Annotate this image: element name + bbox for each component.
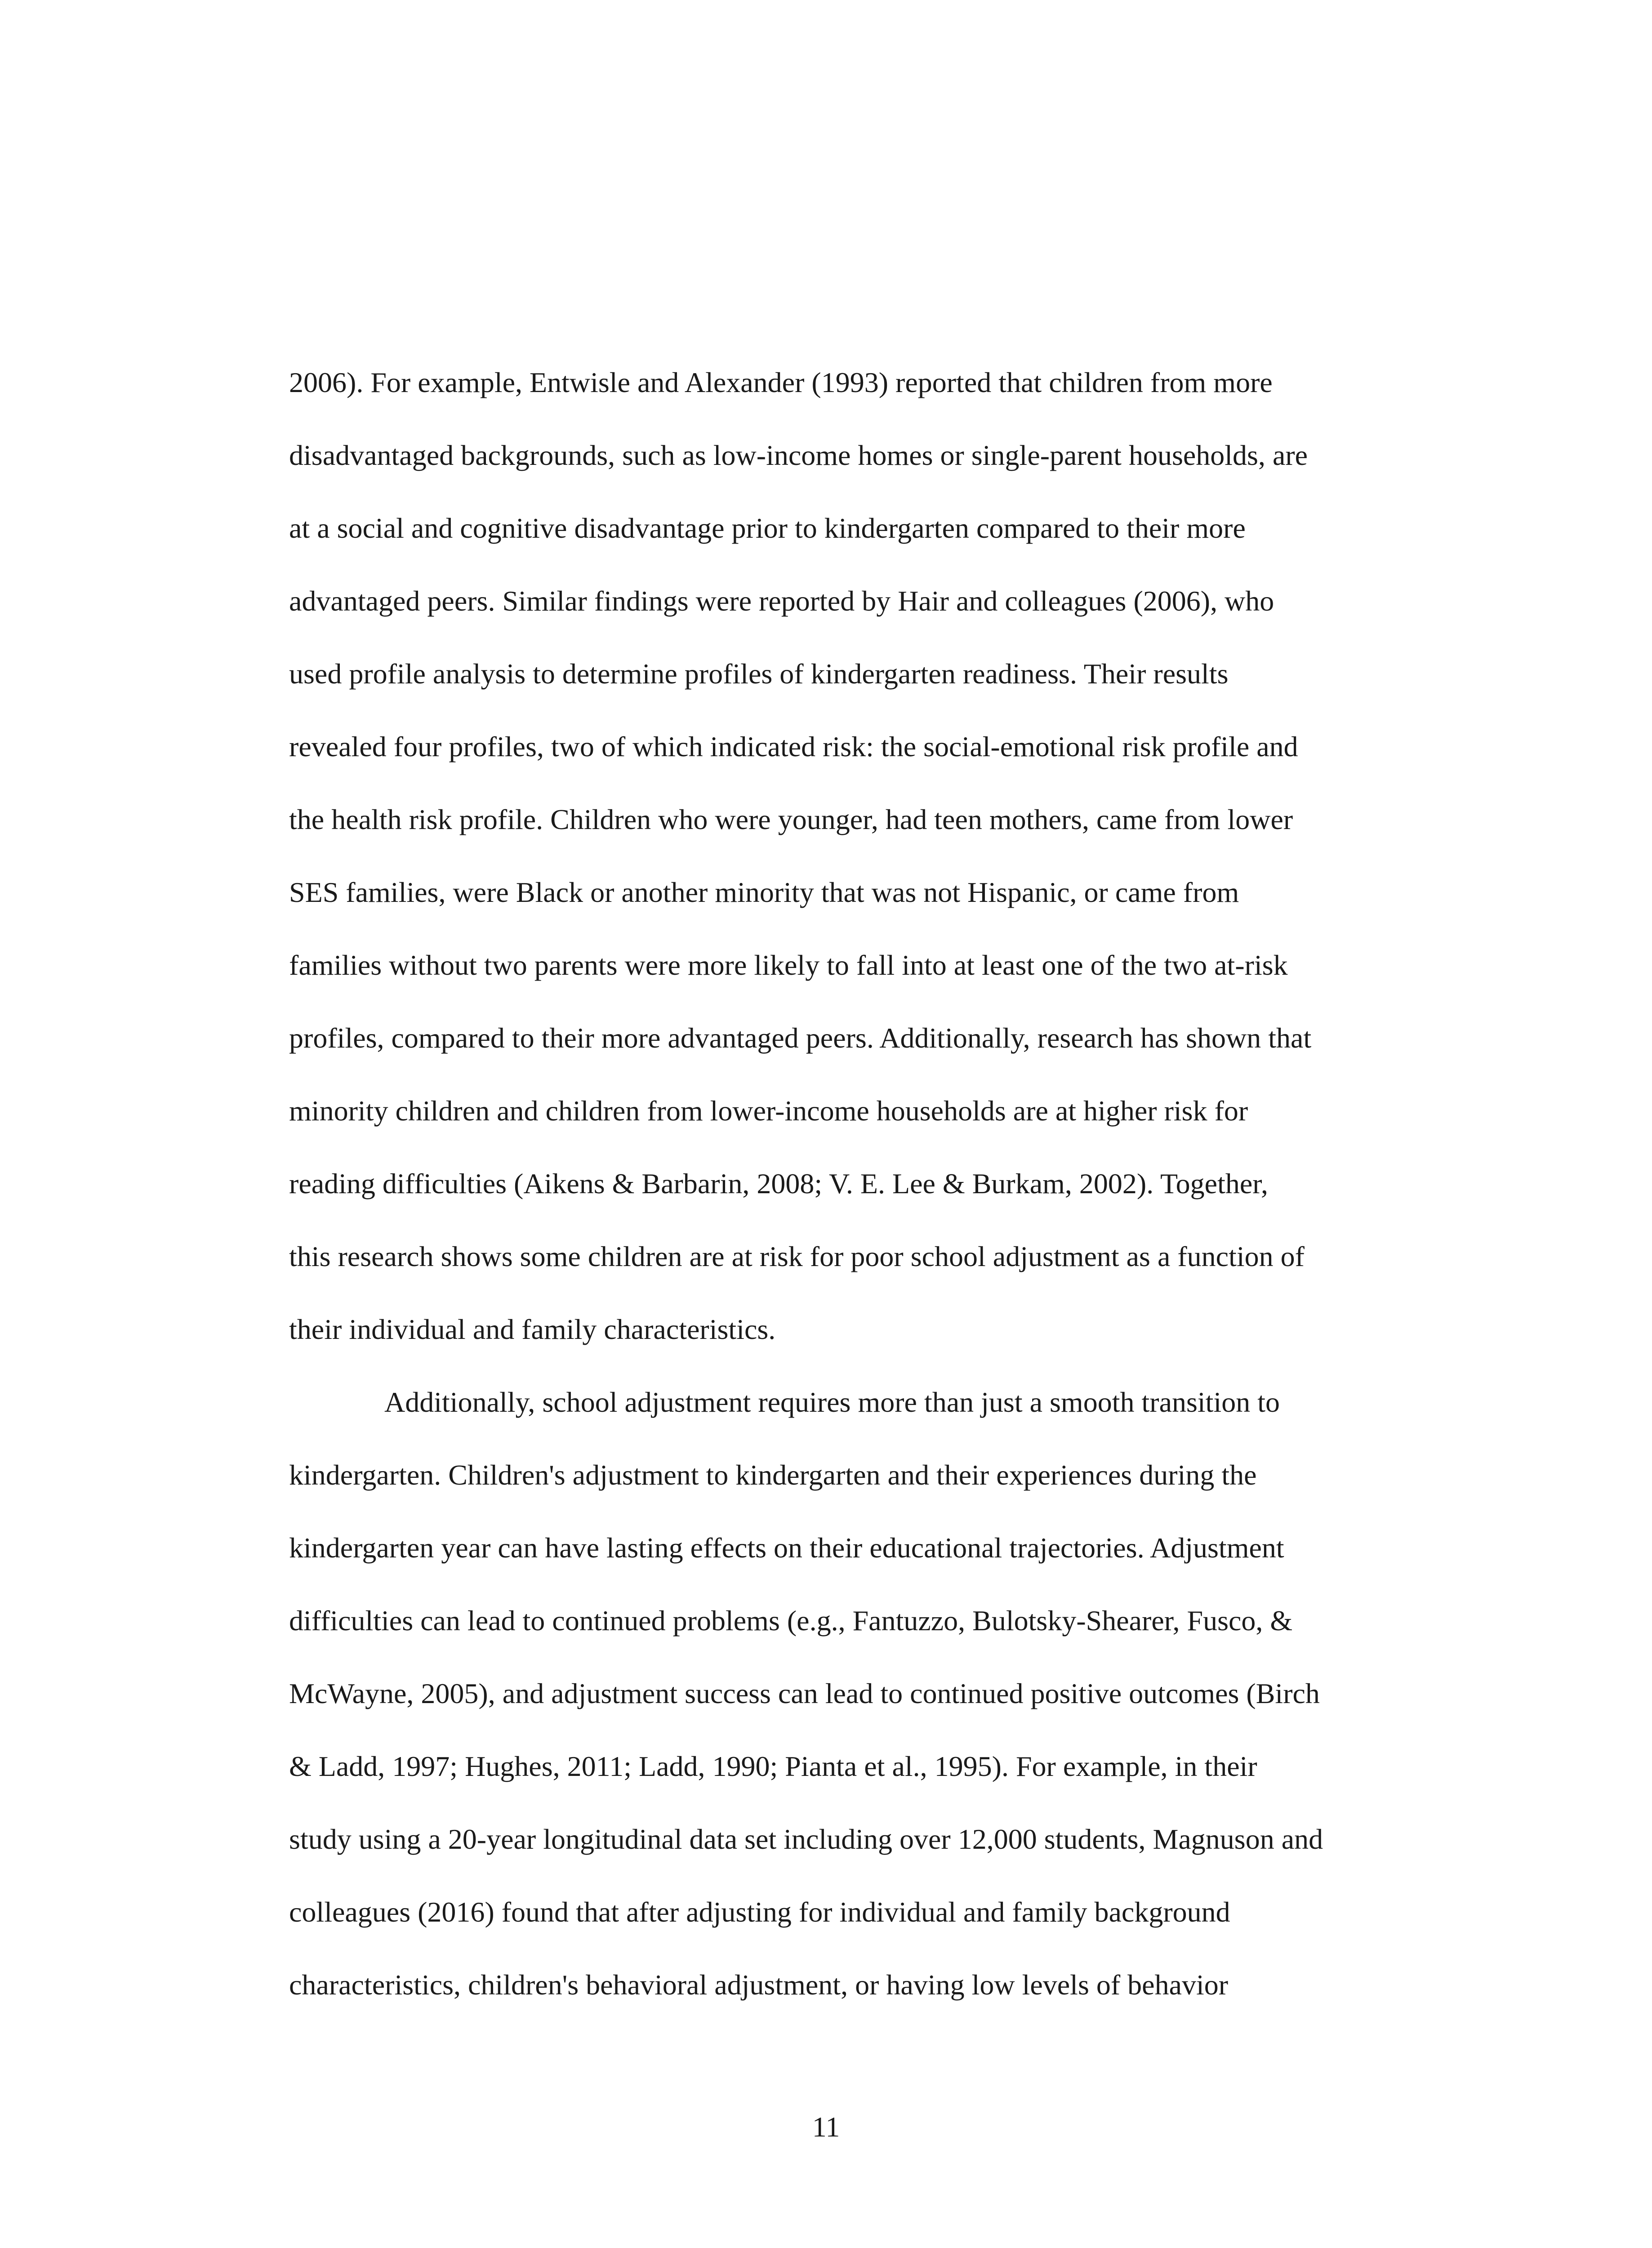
text-line: SES families, were Black or another minority that was not Hispanic, or came from bbox=[289, 876, 1239, 908]
text-line: kindergarten year can have lasting effects on their educational trajectories. Adjustment bbox=[289, 1532, 1284, 1564]
text-line: kindergarten. Children's adjustment to kindergarten and their experiences during the bbox=[289, 1459, 1257, 1491]
text-line: & Ladd, 1997; Hughes, 2011; Ladd, 1990; Pianta et al., 1995). For example, in their bbox=[289, 1750, 1257, 1782]
text-line: at a social and cognitive disadvantage prior to kindergarten compared to their more bbox=[289, 512, 1246, 544]
text-line: reading difficulties (Aikens & Barbarin, 2008; V. E. Lee & Burkam, 2002). Together, bbox=[289, 1168, 1268, 1200]
text-line: profiles, compared to their more advantaged peers. Additionally, research has shown that bbox=[289, 1022, 1312, 1054]
text-line: disadvantaged backgrounds, such as low-income homes or single-parent households, are bbox=[289, 439, 1308, 471]
text-line: colleagues (2016) found that after adjusting for individual and family background bbox=[289, 1896, 1230, 1928]
text-line: 2006). For example, Entwisle and Alexander (1993) reported that children from more bbox=[289, 366, 1273, 398]
text-line: advantaged peers. Similar findings were reported by Hair and colleagues (2006), who bbox=[289, 585, 1274, 617]
text-line: used profile analysis to determine profiles of kindergarten readiness. Their results bbox=[289, 658, 1229, 690]
text-line: minority children and children from lower-income households are at higher risk for bbox=[289, 1095, 1248, 1127]
text-line: families without two parents were more likely to fall into at least one of the two at-risk bbox=[289, 949, 1288, 981]
paragraph-first-line: Additionally, school adjustment requires more than just a smooth transition to bbox=[384, 1386, 1280, 1418]
body-text bbox=[289, 362, 1458, 2037]
text-line: the health risk profile. Children who were younger, had teen mothers, came from lower bbox=[289, 803, 1293, 835]
text-line: difficulties can lead to continued problems (e.g., Fantuzzo, Bulotsky-Shearer, Fusco, & bbox=[289, 1605, 1293, 1637]
text-line: their individual and family characteristics. bbox=[289, 1313, 776, 1345]
text-line: revealed four profiles, two of which indicated risk: the social-emotional risk profile and bbox=[289, 731, 1298, 763]
page-number: 11 bbox=[812, 2111, 840, 2143]
text-line: McWayne, 2005), and adjustment success can lead to continued positive outcomes (Birch bbox=[289, 1677, 1320, 1709]
text-line: this research shows some children are at risk for poor school adjustment as a function of bbox=[289, 1240, 1305, 1272]
text-line: characteristics, children's behavioral adjustment, or having low levels of behavior bbox=[289, 1969, 1229, 2001]
text-line: study using a 20-year longitudinal data set including over 12,000 students, Magnuson and bbox=[289, 1823, 1323, 1855]
